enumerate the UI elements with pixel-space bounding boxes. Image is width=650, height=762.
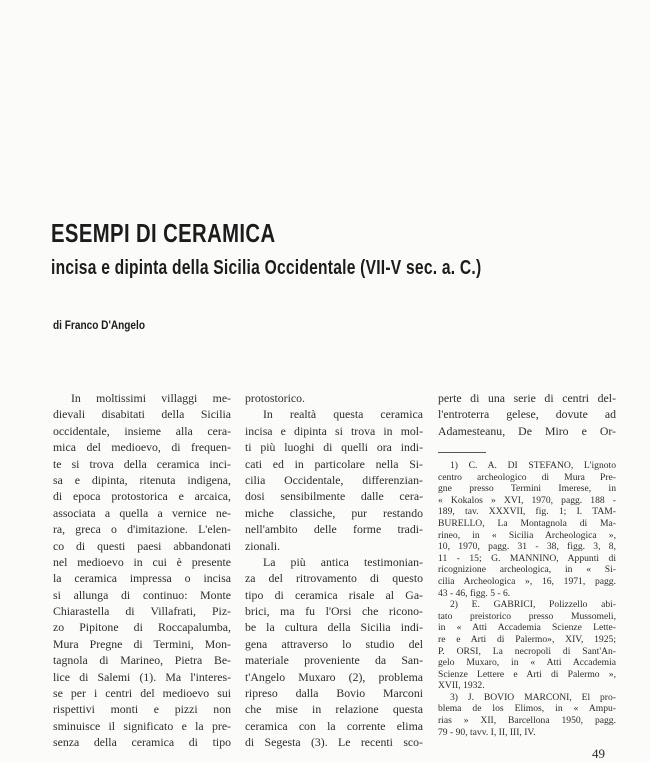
footnote-line: 3) J. BOVIO MARCONI, El pro- bbox=[450, 691, 616, 703]
text-line: miche classiche, pur restando bbox=[245, 505, 423, 520]
footnote-line: 2) E. GABRICI, Polizzello abi- bbox=[450, 599, 616, 611]
text-line: senza della ceramica di tipo bbox=[53, 735, 231, 750]
text-line: associata a quella a vernice ne- bbox=[53, 505, 231, 520]
text-line: Mura Pregne di Termini, Mon- bbox=[53, 636, 231, 651]
text-line: cati ed in particolare nella Si- bbox=[245, 456, 423, 471]
text-line: gena attraverso lo studio del bbox=[245, 636, 423, 651]
footnote-line: 10, 1970, pagg. 31 - 38, figg. 3, 8, bbox=[438, 541, 616, 553]
text-line: In moltissimi villaggi me- bbox=[71, 391, 231, 405]
text-line: che mise in relazione questa bbox=[245, 702, 423, 717]
text-line: Chiarastella di Villafrati, Piz- bbox=[53, 604, 231, 619]
article-subtitle: incisa e dipinta della Sicilia Occidentale (VII-V sec. a. C.) bbox=[51, 257, 482, 279]
body-column-3 bbox=[438, 390, 616, 439]
footnote-line: gne presso Termini Imerese, in bbox=[438, 483, 616, 495]
footnote-line: 11 - 15; G. MANNINO, Appunti di bbox=[438, 552, 616, 564]
footnote-line: 43 - 46, figg. 5 - 6. bbox=[438, 587, 511, 599]
text-line: zo Pipitone di Roccapalumba, bbox=[53, 620, 231, 635]
footnote-line: blema de los Elimos, in « Ampu- bbox=[438, 703, 616, 715]
text-line: protostorico. bbox=[245, 391, 305, 405]
text-line: ceramica con la corrente elima bbox=[245, 718, 423, 733]
footnote-line: P. ORSI, La necropoli di Sant'An- bbox=[438, 645, 616, 657]
text-line: te si trova della ceramica inci- bbox=[53, 456, 231, 471]
text-line: za del ritrovamento di questo bbox=[245, 571, 423, 586]
article-author: di Franco D'Angelo bbox=[53, 318, 146, 332]
footnote-line: centro archeologico di Mura Pre- bbox=[438, 471, 616, 483]
text-line: Adamesteanu, De Miro e Or- bbox=[438, 423, 616, 438]
text-line: di epoca protostorica e arcaica, bbox=[53, 489, 231, 504]
footnote-line: in « Atti Accademia Scienze Lette- bbox=[438, 622, 616, 634]
body-column-1 bbox=[53, 390, 231, 751]
footnote-line: cilia Archeologica », 16, 1971, pagg. bbox=[438, 575, 616, 587]
text-line: perte di una serie di centri del- bbox=[438, 391, 616, 405]
footnote-separator bbox=[438, 452, 486, 453]
text-line: mica del medioevo, di frequen- bbox=[53, 440, 231, 455]
text-line: nel medioevo in cui è presente bbox=[53, 554, 231, 569]
text-line: In realtà questa ceramica bbox=[263, 407, 423, 422]
footnote-line: rias » XII, Barcellona 1950, pagg. bbox=[438, 715, 616, 727]
text-line: rispettivi monti e pizzi non bbox=[53, 702, 231, 717]
text-line: sminuisce il significato e la pre- bbox=[53, 718, 231, 733]
text-line: La più antica testimonian- bbox=[263, 554, 423, 569]
footnote-line: XVII, 1932. bbox=[438, 680, 485, 692]
text-line: dievali disabitati della Sicilia bbox=[53, 407, 231, 422]
text-line: ra, greca o d'imitazione. L'elen- bbox=[53, 522, 231, 537]
footnote-line: 1) C. A. DI STEFANO, L'ignoto bbox=[450, 460, 616, 471]
text-line: dosi sensibilmente dalle cera- bbox=[245, 489, 423, 504]
text-line: be la cultura della Sicilia indi- bbox=[245, 620, 423, 635]
text-line: lice di Salemi (1). Ma l'interes- bbox=[53, 669, 231, 684]
text-line: se per i centri del medioevo sui bbox=[53, 686, 231, 701]
text-line: ripreso dalla Bovio Marconi bbox=[245, 686, 423, 701]
text-line: ti più luoghi di quelli ora indi- bbox=[245, 440, 423, 455]
footnote-line: re e Arti di Palermo», XIV, 1925; bbox=[438, 633, 616, 645]
footnote-line: « Kokalos » XVI, 1970, pagg. 188 - bbox=[438, 494, 616, 506]
text-line: tagnola di Marineo, Pietra Be- bbox=[53, 653, 231, 668]
footnote-line: 189, tav. XXXVII, fig. 1; I. TAM- bbox=[438, 506, 616, 518]
text-line: brici, ma fu l'Orsi che ricono- bbox=[245, 604, 423, 619]
text-line: di Segesta (3). Le recenti sco- bbox=[245, 735, 423, 750]
text-line: occidentale, insieme alla cera- bbox=[53, 423, 231, 438]
text-line: co di questi paesi abbandonati bbox=[53, 538, 231, 553]
text-line: l'entroterra gelese, dovute ad bbox=[438, 407, 616, 422]
text-line: cilia Occidentale, differenzian- bbox=[245, 472, 423, 487]
footnote-line: BURELLO, La Montagnola di Ma- bbox=[438, 517, 616, 529]
footnote-line: Scienze Lettere e Arti di Palermo », bbox=[438, 668, 616, 680]
footnote-line: 79 - 90, tavv. I, II, III, IV. bbox=[438, 726, 536, 738]
text-line: zionali. bbox=[245, 538, 281, 553]
body-column-2 bbox=[245, 390, 423, 751]
page-number: 49 bbox=[592, 746, 605, 761]
text-line: nell'ambito delle forme tradi- bbox=[245, 522, 423, 537]
text-line: sa e dipinta, ritenuta indigena, bbox=[53, 472, 231, 487]
article-title: ESEMPI DI CERAMICA bbox=[51, 218, 276, 248]
text-line: incisa e dipinta si trova in mol- bbox=[245, 423, 423, 438]
text-line: t'Angelo Muxaro (2), problema bbox=[245, 669, 423, 684]
text-line: materiale proveniente da San- bbox=[245, 653, 423, 668]
footnote-line: tato preistorico presso Mussomeli, bbox=[438, 610, 616, 622]
footnote-line: ricognizione archeologica, in « Si- bbox=[438, 564, 616, 576]
footnote-line: rineo, in « Sicilia Archeologica », bbox=[438, 529, 616, 541]
text-line: si allunga di continuo: Monte bbox=[53, 587, 231, 602]
footnote-line: gelo Muxaro, in « Atti Accademia bbox=[438, 657, 616, 669]
text-line: tipo di ceramica risale al Ga- bbox=[245, 587, 423, 602]
text-line: la ceramica impressa o incisa bbox=[53, 571, 231, 586]
footnotes bbox=[438, 460, 616, 738]
